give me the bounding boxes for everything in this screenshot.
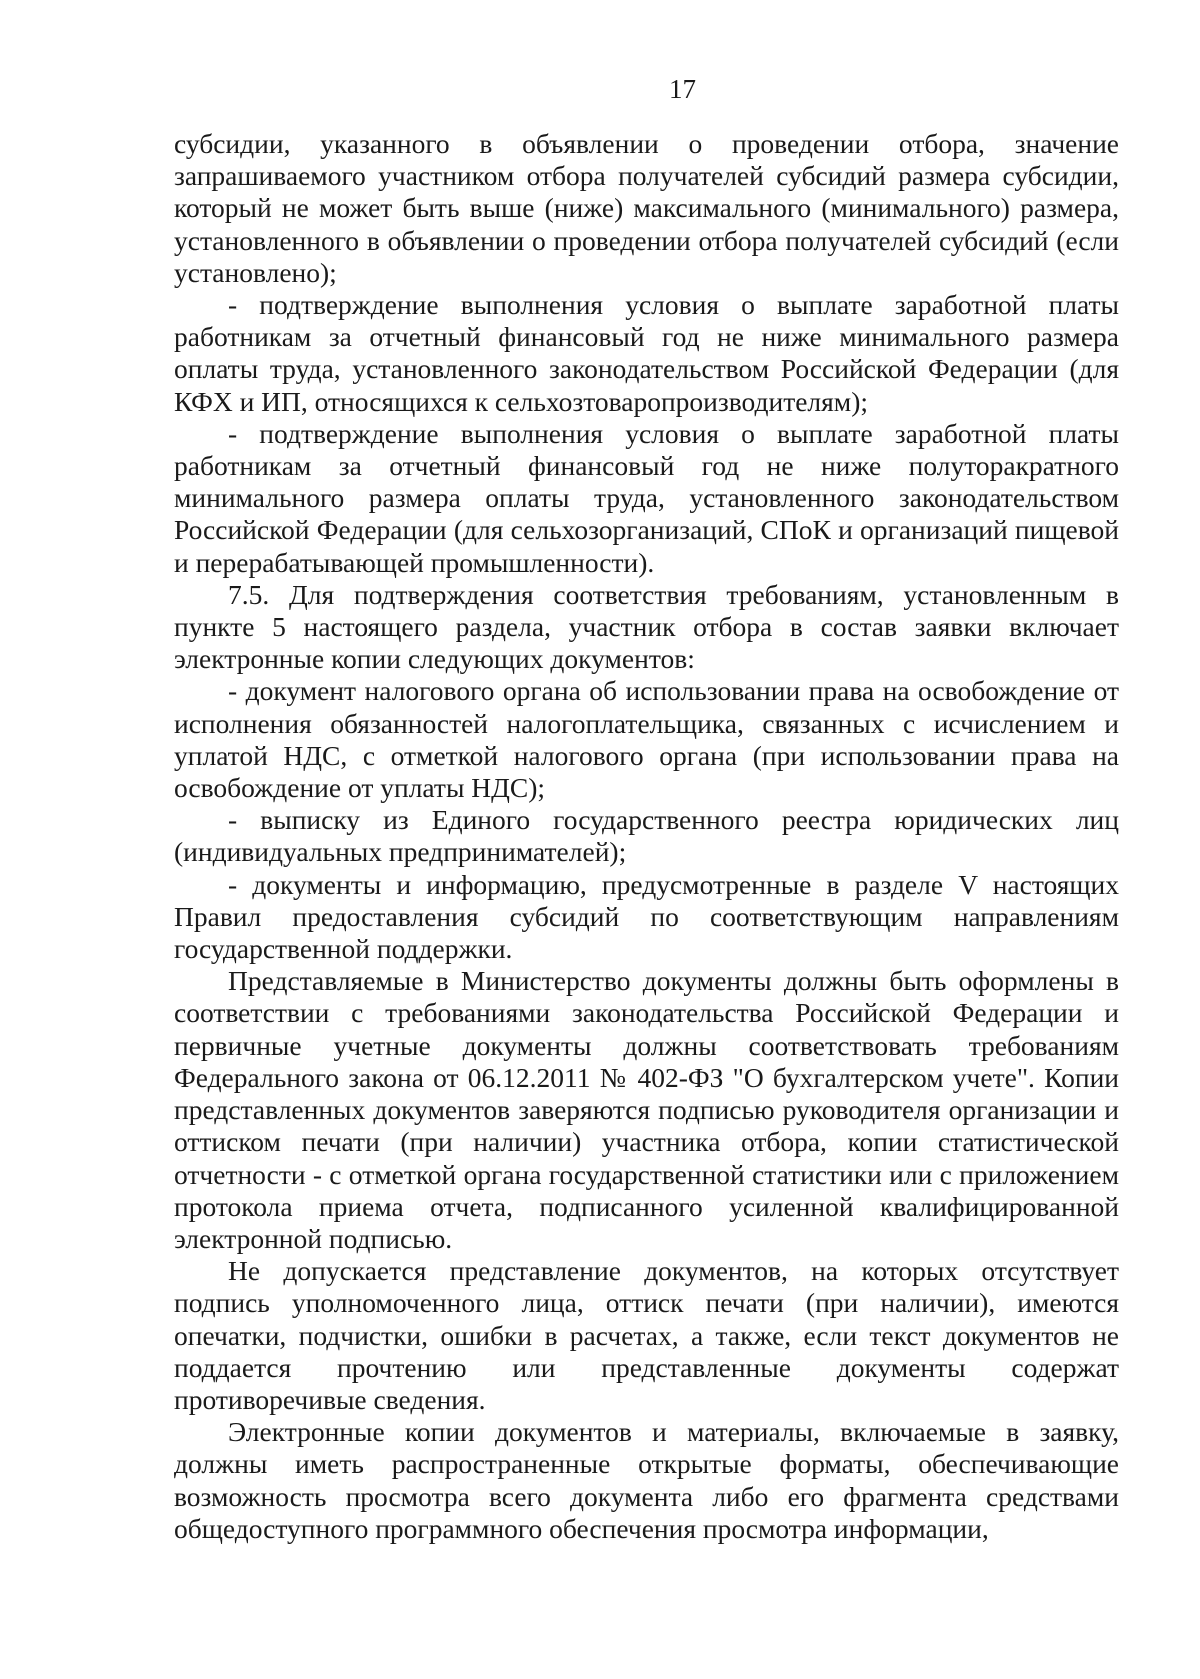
list-item-salary-one-and-half: - подтверждение выполнения условия о выплате заработной платы работникам за отчетный финансовый год не ниже полуторакратного минимального размера оплаты труда, установленного законодательством Российской Федерации (для сельхозорганизаций, СПоК и организаций пищевой и перерабатывающей промышленности). xyxy=(174,417,1119,578)
list-item-tax-document: - документ налогового органа об использовании права на освобождение от исполнения обязанностей налогоплательщика, связанных с исчислением и уплатой НДС, с отметкой налогового органа (при использовании права на освобождение от уплаты НДС); xyxy=(174,675,1119,804)
list-item-salary-minimum: - подтверждение выполнения условия о выплате заработной платы работникам за отчетный финансовый год не ниже минимального размера оплаты труда, установленного законодательством Российской Федерации (для КФХ и ИП, относящихся к сельхозтоваропроизводителям); xyxy=(174,289,1119,417)
list-item-registry-extract: - выписку из Единого государственного реестра юридических лиц (индивидуальных предпринимателей); xyxy=(174,804,1119,868)
document-body xyxy=(174,128,1119,1545)
paragraph-not-allowed: Не допускается представление документов, на которых отсутствует подпись уполномоченного лица, оттиск печати (при наличии), имеются опечатки, подчистки, ошибки в расчетах, а также, если текст документов не поддается прочтению или представленные документы содержат противоречивые сведения. xyxy=(174,1255,1119,1415)
list-item-section-v-documents: - документы и информацию, предусмотренные в разделе V настоящих Правил предоставления субсидий по соответствующим направлениям государственной поддержки. xyxy=(174,868,1119,965)
paragraph-continuation: субсидии, указанного в объявлении о проведении отбора, значение запрашиваемого участником отбора получателей субсидий размера субсидии, который не может быть выше (ниже) максимального (минимального) размера, установленного в объявлении о проведении отбора получателей субсидий (если установлено); xyxy=(174,128,1119,288)
paragraph-electronic-copies: Электронные копии документов и материалы, включаемые в заявку, должны иметь распространенные открытые форматы, обеспечивающие возможность просмотра всего документа либо его фрагмента средствами общедоступного программного обеспечения просмотра информации, xyxy=(174,1416,1119,1544)
paragraph-document-requirements: Представляемые в Министерство документы должны быть оформлены в соответствии с требованиями законодательства Российской Федерации и первичные учетные документы должны соответствовать требованиям Федерального закона от 06.12.2011 № 402-ФЗ "О бухгалтерском учете". Копии представленных документов заверяются подписью руководителя организации и оттиском печати (при наличии) участника отбора, копии статистической отчетности - с отметкой органа государственной статистики или с приложением протокола приема отчета, подписанного усиленной квалифицированной электронной подписью. xyxy=(174,965,1119,1254)
page-number: 17 xyxy=(669,74,696,104)
paragraph-7-5: 7.5. Для подтверждения соответствия требованиям, установленным в пункте 5 настоящего раздела, участник отбора в состав заявки включает электронные копии следующих документов: xyxy=(174,578,1119,675)
